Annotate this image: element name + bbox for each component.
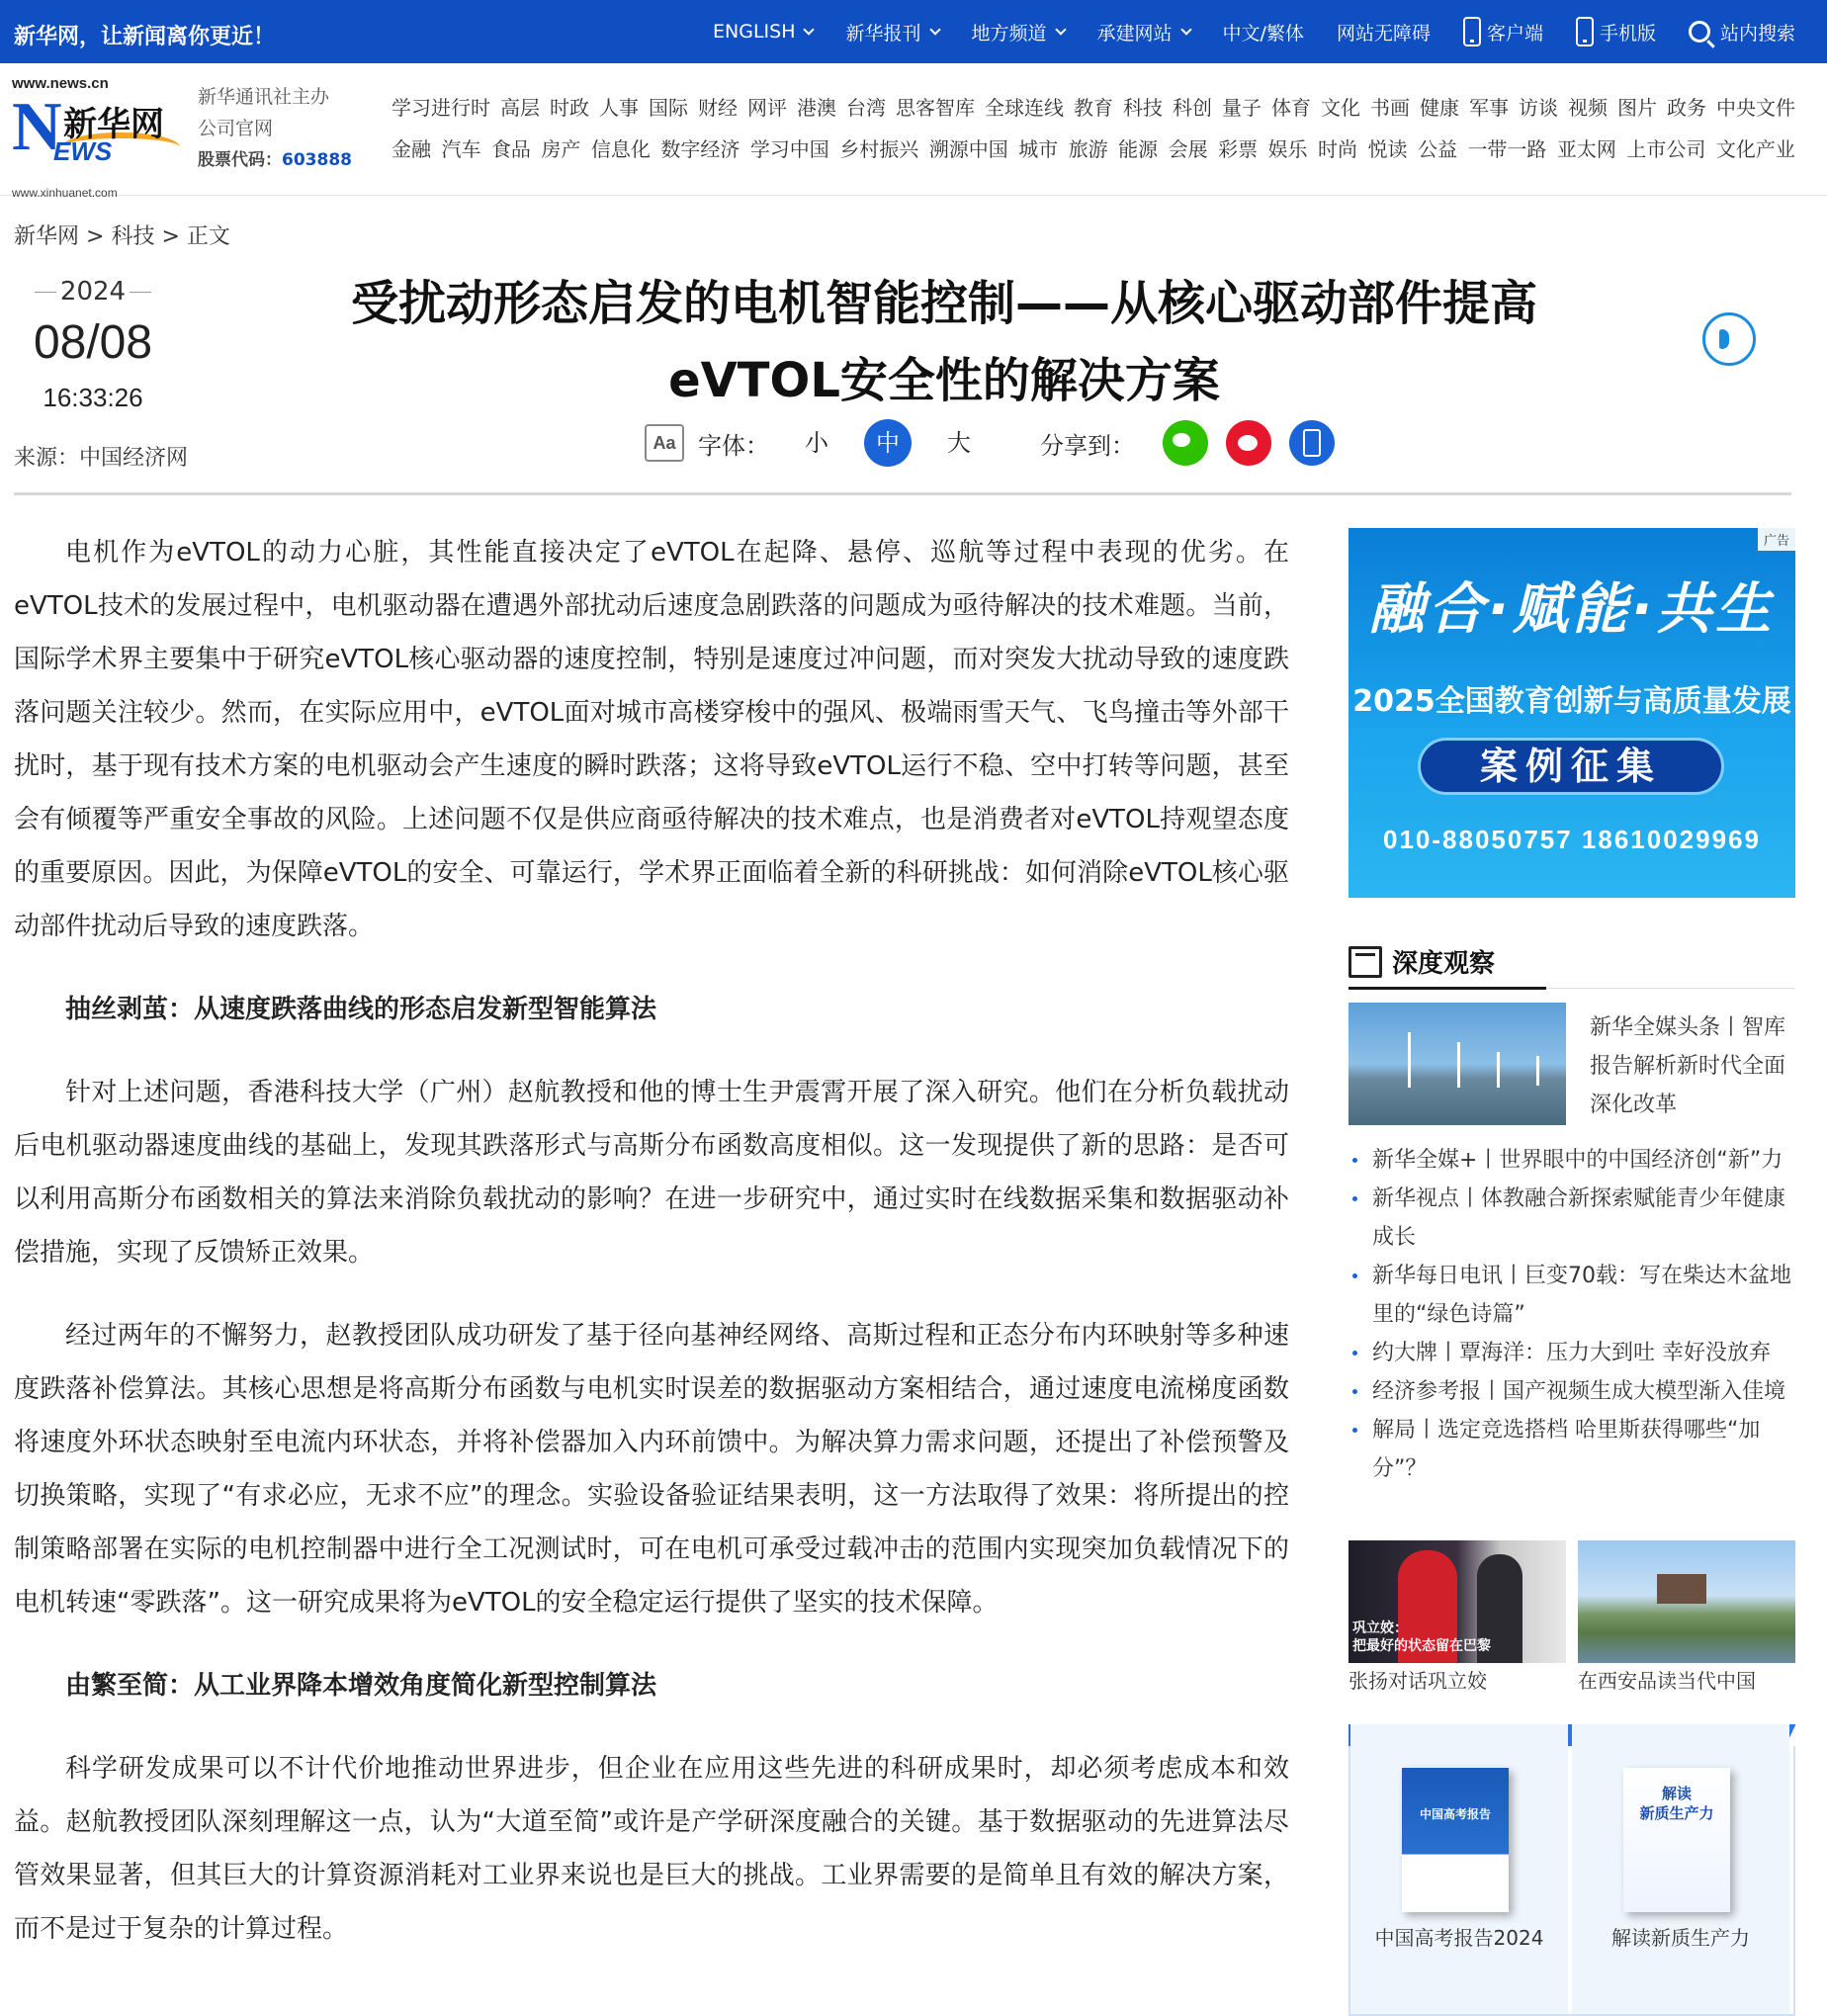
channel-link[interactable]: 公益 bbox=[1417, 137, 1457, 161]
channel-link[interactable]: 溯源中国 bbox=[928, 137, 1008, 161]
article-paragraph: 科学研发成果可以不计代价地推动世界进步，但企业在应用这些先进的科研成果时，却必须考虑成本和效益。赵航教授团队深刻理解这一点，认为“大道至简”或许是产学研深度融合的关键。基于数据驱动的先进算法尽管效果显著，但其巨大的计算资源消耗对工业界来说也是巨大的挑战。工业界需要的是简单且有效的解决方案，而不是过于复杂的计算过程。 bbox=[14, 1754, 1289, 1944]
list-item[interactable]: 经济参考报丨国产视频生成大模型渐入佳境 bbox=[1348, 1372, 1795, 1411]
article-paragraph: 针对上述问题，香港科技大学（广州）赵航教授和他的博士生尹震霄开展了深入研究。他们在分析负载扰动后电机驱动器速度曲线的基础上，发现其跌落形式与高斯分布函数高度相似。这一发现提供了新的思路：是否可以利用高斯分布函数相关的算法来消除负载扰动的影响？在进一步研究中，通过实时在线数据采集和数据驱动补偿措施，实现了反馈矫正效果。 bbox=[14, 1078, 1289, 1268]
channel-link[interactable]: 时尚 bbox=[1318, 137, 1358, 161]
channel-link[interactable]: 信息化 bbox=[590, 137, 651, 161]
phone-icon bbox=[1463, 17, 1481, 46]
channel-link[interactable]: 金融 bbox=[392, 137, 431, 161]
book-card[interactable] bbox=[1350, 1724, 1568, 2014]
audio-play-icon[interactable] bbox=[1702, 312, 1756, 366]
share-label: 分享到： bbox=[1040, 431, 1135, 460]
company-info: 新华通讯社主办 公司官网 股票代码：603888 bbox=[198, 81, 352, 176]
list-item[interactable]: 新华视点丨体教融合新探索赋能青少年健康成长 bbox=[1348, 1180, 1795, 1257]
thumbnail-image bbox=[1348, 1540, 1566, 1663]
featured-headline[interactable]: 新华全媒头条丨智库报告解析新时代全面深化改革 bbox=[1590, 1015, 1786, 1117]
news-list bbox=[1348, 1141, 1795, 1488]
nav-local-channels[interactable]: 地方频道 bbox=[972, 19, 1065, 45]
thumbnail-card[interactable] bbox=[1578, 1540, 1795, 1699]
channel-link[interactable]: 上市公司 bbox=[1626, 137, 1706, 161]
font-size-icon: Aa bbox=[645, 424, 684, 462]
channel-link[interactable]: 教育 bbox=[1074, 96, 1113, 120]
list-item[interactable]: 新华全媒+丨世界眼中的中国经济创“新”力 bbox=[1348, 1141, 1795, 1180]
chevron-down-icon bbox=[804, 24, 815, 35]
channel-link[interactable]: 中央文件 bbox=[1716, 96, 1795, 120]
channel-link[interactable]: 量子 bbox=[1222, 96, 1262, 120]
book-caption: 中国高考报告2024 bbox=[1374, 1926, 1544, 1950]
breadcrumb-current: 正文 bbox=[186, 224, 230, 249]
channel-link[interactable]: 亚太网 bbox=[1556, 137, 1616, 161]
list-item[interactable]: 新华每日电讯丨巨变70载：写在柴达木盆地里的“绿色诗篇” bbox=[1348, 1257, 1795, 1334]
channel-link[interactable]: 科技 bbox=[1123, 96, 1163, 120]
font-label: 字体： bbox=[698, 431, 769, 460]
article-tools bbox=[645, 417, 1335, 469]
city-wall-shape bbox=[1657, 1574, 1706, 1604]
nav-client-app[interactable]: 客户端 bbox=[1463, 17, 1543, 46]
channel-link[interactable]: 会展 bbox=[1168, 137, 1208, 161]
channel-link[interactable]: 彩票 bbox=[1218, 137, 1259, 161]
nav-traditional-chinese[interactable]: 中文/繁体 bbox=[1222, 22, 1304, 44]
channel-link[interactable]: 书画 bbox=[1370, 96, 1410, 120]
title-divider bbox=[14, 492, 1791, 495]
channel-link[interactable]: 文化产业 bbox=[1715, 137, 1795, 161]
list-item[interactable]: 解局丨选定竞选搭档 哈里斯获得哪些“加分”？ bbox=[1348, 1411, 1795, 1488]
channel-link[interactable]: 汽车 bbox=[441, 137, 481, 161]
thumbnail-caption: 张扬对话巩立姣 bbox=[1348, 1669, 1487, 1693]
thumbnail-card[interactable] bbox=[1348, 1540, 1566, 1699]
wechat-share-icon[interactable] bbox=[1163, 420, 1208, 466]
channel-link[interactable]: 全球连线 bbox=[985, 96, 1064, 120]
channel-link[interactable]: 高层 bbox=[500, 96, 540, 120]
channel-link[interactable]: 时政 bbox=[550, 96, 589, 120]
channel-link[interactable]: 财经 bbox=[698, 96, 738, 120]
featured-image[interactable] bbox=[1348, 1003, 1566, 1125]
list-item[interactable]: 约大牌丨覃海洋：压力大到吐 幸好没放弃 bbox=[1348, 1334, 1795, 1372]
weibo-share-icon[interactable] bbox=[1226, 420, 1271, 466]
chevron-down-icon bbox=[1180, 24, 1191, 35]
channel-link[interactable]: 学习中国 bbox=[749, 137, 829, 161]
channel-link[interactable]: 网评 bbox=[747, 96, 787, 120]
top-nav bbox=[680, 0, 1795, 63]
search-icon bbox=[1689, 21, 1710, 43]
channel-link[interactable]: 食品 bbox=[490, 137, 531, 161]
date-monthday: 08/08 bbox=[33, 316, 153, 369]
nav-english[interactable]: ENGLISH bbox=[713, 21, 813, 43]
turbine-shape bbox=[1408, 1032, 1411, 1088]
channel-link[interactable]: 房产 bbox=[541, 137, 581, 161]
ad-banner[interactable] bbox=[1348, 528, 1795, 898]
book-card[interactable] bbox=[1572, 1724, 1789, 2014]
nav-mobile[interactable]: 手机版 bbox=[1576, 17, 1656, 46]
mobile-icon bbox=[1576, 17, 1594, 46]
breadcrumb-section[interactable]: 科技 bbox=[111, 224, 155, 249]
ad-headline: 融合·赋能·共生 bbox=[1368, 577, 1776, 642]
article-subheading: 由繁至简：从工业界降本增效角度简化新型控制算法 bbox=[65, 1671, 657, 1701]
thumbnail-row bbox=[1348, 1540, 1795, 1699]
channel-nav bbox=[392, 87, 1795, 170]
nav-site-search[interactable]: 站内搜索 bbox=[1689, 19, 1795, 45]
channel-link[interactable]: 国际 bbox=[649, 96, 688, 120]
article-source: 来源：中国经济网 bbox=[14, 446, 189, 471]
channel-link[interactable]: 乡村振兴 bbox=[839, 137, 919, 161]
ad-subheadline: 2025全国教育创新与高质量发展 bbox=[1352, 684, 1791, 719]
channel-link[interactable]: 悦读 bbox=[1367, 137, 1408, 161]
turbine-shape bbox=[1497, 1052, 1500, 1088]
channel-row bbox=[392, 129, 1795, 170]
book-cover: 中国高考报告 bbox=[1402, 1768, 1509, 1912]
thumbnail-caption: 在西安品读当代中国 bbox=[1578, 1669, 1756, 1693]
channel-link[interactable]: 军事 bbox=[1469, 96, 1509, 120]
article-body bbox=[14, 526, 1289, 1985]
date-time: 16:33:26 bbox=[43, 383, 143, 412]
channel-link[interactable]: 文化 bbox=[1321, 96, 1360, 120]
publish-date bbox=[14, 275, 172, 417]
channel-link[interactable]: 能源 bbox=[1118, 137, 1159, 161]
nav-hosted-sites[interactable]: 承建网站 bbox=[1097, 19, 1190, 45]
xinhua-logo[interactable]: www.news.cn N 新华网 EWS www.xinhuanet.com bbox=[12, 75, 184, 186]
site-header bbox=[0, 63, 1827, 200]
book-cover: 解读 新质生产力 bbox=[1623, 1768, 1730, 1912]
nav-newspapers[interactable]: 新华报刊 bbox=[845, 19, 938, 45]
book-icon bbox=[1348, 946, 1382, 978]
ad-cta: 案例征集 bbox=[1418, 738, 1724, 795]
chevron-down-icon bbox=[929, 24, 940, 35]
turbine-shape bbox=[1457, 1042, 1460, 1088]
book-caption: 解读新质生产力 bbox=[1611, 1926, 1750, 1950]
nav-accessibility[interactable]: 网站无障碍 bbox=[1336, 22, 1431, 44]
book-promo bbox=[1348, 1724, 1795, 2016]
ad-phone: 010-88050757 18610029969 bbox=[1382, 825, 1761, 854]
sidebar-section-title: 深度观察 bbox=[1348, 935, 1795, 989]
channel-link[interactable]: 港澳 bbox=[797, 96, 836, 120]
article-title: 受扰动形态启发的电机智能控制——从核心驱动部件提高 eVTOL安全性的解决方案 bbox=[350, 276, 1537, 408]
breadcrumb-home[interactable]: 新华网 bbox=[14, 224, 80, 249]
font-large-button[interactable]: 大 bbox=[947, 429, 971, 457]
channel-link[interactable]: 一带一路 bbox=[1467, 137, 1547, 161]
channel-link[interactable]: 台湾 bbox=[846, 96, 886, 120]
top-bar bbox=[0, 0, 1827, 63]
font-medium-button[interactable]: 中 bbox=[864, 419, 912, 467]
thumbnail-image bbox=[1578, 1540, 1795, 1663]
channel-link[interactable]: 访谈 bbox=[1519, 96, 1558, 120]
channel-link[interactable]: 学习进行时 bbox=[392, 96, 490, 120]
ad-tag: 广告 bbox=[1758, 528, 1795, 551]
turbine-shape bbox=[1536, 1056, 1539, 1086]
chevron-down-icon bbox=[1055, 24, 1066, 35]
thumbnail-overlay-text: 巩立姣： 把最好的状态留在巴黎 bbox=[1352, 1621, 1491, 1654]
channel-link[interactable]: 科创 bbox=[1173, 96, 1212, 120]
font-small-button[interactable]: 小 bbox=[805, 429, 828, 457]
channel-link[interactable]: 城市 bbox=[1018, 137, 1059, 161]
channel-link[interactable]: 图片 bbox=[1617, 96, 1657, 120]
article-subheading: 抽丝剥茧：从速度跌落曲线的形态启发新型智能算法 bbox=[65, 995, 657, 1024]
stock-code[interactable]: 股票代码：603888 bbox=[198, 150, 352, 170]
channel-link[interactable]: 数字经济 bbox=[660, 137, 740, 161]
breadcrumb: 新华网 > 科技 > 正文 bbox=[14, 224, 230, 249]
article-paragraph: 经过两年的不懈努力，赵教授团队成功研发了基于径向基神经网络、高斯过程和正态分布内环映射等多种速度跌落补偿算法。其核心思想是将高斯分布函数与电机实时误差的数据驱动方案相结合，通过速度电流梯度函数将速度外环状态映射至电流内环状态，并将补偿器加入内环前馈中。为解决算力需求问题，还提出了补偿预警及切换策略，实现了“有求必应，无求不应”的理念。实验设备验证结果表明，这一方法取得了效果：将所提出的控制策略部署在实际的电机控制器中进行全工况测试时，可在电机可承受过载冲击的范围内实现突加负载情况下的电机转速“零跌落”。这一研究成果将为eVTOL的安全稳定运行提供了坚实的技术保障。 bbox=[14, 1321, 1289, 1618]
channel-link[interactable]: 人事 bbox=[599, 96, 639, 120]
channel-link[interactable]: 旅游 bbox=[1068, 137, 1108, 161]
channel-link[interactable]: 体育 bbox=[1271, 96, 1311, 120]
channel-link[interactable]: 娱乐 bbox=[1267, 137, 1308, 161]
date-year: 2024 bbox=[14, 275, 172, 308]
channel-row bbox=[392, 87, 1795, 129]
channel-link[interactable]: 思客智库 bbox=[896, 96, 975, 120]
mobile-share-icon[interactable] bbox=[1289, 420, 1335, 466]
site-slogan: 新华网，让新闻离你更近！ bbox=[14, 25, 276, 49]
channel-link[interactable]: 政务 bbox=[1667, 96, 1706, 120]
article-paragraph: 电机作为eVTOL的动力心脏，其性能直接决定了eVTOL在起降、悬停、巡航等过程中表现的优劣。在eVTOL技术的发展过程中，电机驱动器在遭遇外部扰动后速度急剧跌落的问题成为亟待解决的技术难题。当前，国际学术界主要集中于研究eVTOL核心驱动器的速度控制，特别是速度过冲问题，而对突发大扰动导致的速度跌落问题关注较少。然而，在实际应用中，eVTOL面对城市高楼穿梭中的强风、极端雨雪天气、飞鸟撞击等外部干扰时，基于现有技术方案的电机驱动会产生速度的瞬时跌落；这将导致eVTOL运行不稳、空中打转等问题，甚至会有倾覆等严重安全事故的风险。上述问题不仅是供应商亟待解决的技术难点，也是消费者对eVTOL持观望态度的重要原因。因此，为保障eVTOL的安全、可靠运行，学术界正面临着全新的科研挑战：如何消除eVTOL核心驱动部件扰动后导致的速度跌落。 bbox=[14, 538, 1289, 941]
channel-link[interactable]: 健康 bbox=[1420, 96, 1459, 120]
channel-link[interactable]: 视频 bbox=[1568, 96, 1608, 120]
